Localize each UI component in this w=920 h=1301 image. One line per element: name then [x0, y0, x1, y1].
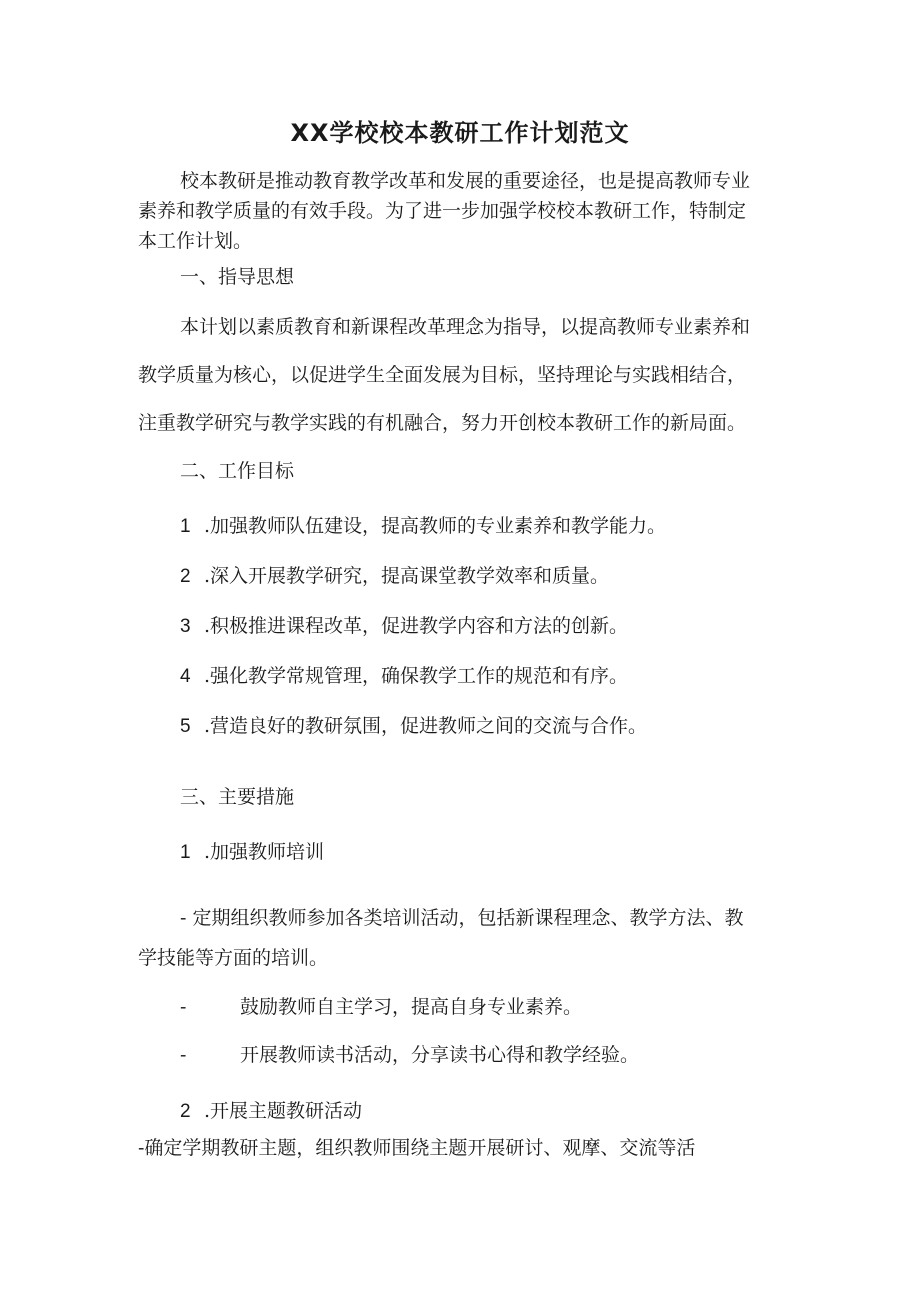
- measure-1-bullet-2-dash: -: [180, 996, 187, 1018]
- measure-2-title-text: .开展主题教研活动: [204, 1100, 363, 1122]
- section-1-line-3: 注重教学研究与教学实践的有机融合，努力开创校本教研工作的新局面。: [138, 412, 747, 434]
- measure-1-bullet-3-dash: -: [180, 1044, 187, 1066]
- goal-item-5-text: .营造良好的教研氛围，促进教师之间的交流与合作。: [204, 715, 648, 737]
- measure-1-bullet-3: [180, 1042, 639, 1068]
- goal-item-4: [180, 663, 628, 690]
- intro-line-2: 素养和教学质量的有效手段。为了进一步加强学校校本教研工作，特制定: [138, 200, 747, 222]
- goal-item-4-number: 4: [180, 666, 191, 687]
- goal-item-4-text: .强化教学常规管理，确保教学工作的规范和有序。: [204, 665, 629, 687]
- measure-2-title: [180, 1098, 362, 1125]
- measure-1-bullet-2: [180, 994, 582, 1020]
- goal-item-3: [180, 613, 628, 640]
- section-3-heading: 三、主要措施: [180, 786, 295, 808]
- goal-item-2-text: .深入开展教学研究，提高课堂教学效率和质量。: [204, 565, 610, 587]
- document-title: XX学校校本教研工作计划范文: [290, 119, 630, 147]
- goal-item-3-number: 3: [180, 616, 191, 637]
- measure-1-number: 1: [180, 842, 191, 863]
- goal-item-1-number: 1: [180, 516, 191, 537]
- measure-1-bullet-2-text: 鼓励教师自主学习，提高自身专业素养。: [240, 996, 583, 1018]
- goal-item-5: [180, 713, 647, 740]
- measure-1-bullet-3-text: 开展教师读书活动，分享读书心得和教学经验。: [240, 1044, 640, 1066]
- goal-item-2-number: 2: [180, 566, 191, 587]
- measure-2-bullet-1-line-1: -确定学期教研主题，组织教师围绕主题开展研讨、观摩、交流等活: [138, 1137, 696, 1159]
- goal-item-1: [180, 513, 666, 540]
- measure-2-number: 2: [180, 1101, 191, 1122]
- measure-1-bullet-1-line-2: 学技能等方面的培训。: [138, 947, 329, 969]
- goal-item-3-text: .积极推进课程改革，促进教学内容和方法的创新。: [204, 615, 629, 637]
- measure-1-title-text: .加强教师培训: [204, 841, 325, 863]
- intro-line-3: 本工作计划。: [138, 230, 253, 252]
- measure-1-title: [180, 839, 324, 866]
- intro-line-1: 校本教研是推动教育教学改革和发展的重要途径，也是提高教师专业: [180, 170, 751, 192]
- goal-item-1-text: .加强教师队伍建设，提高教师的专业素养和教学能力。: [204, 515, 667, 537]
- goal-item-5-number: 5: [180, 716, 191, 737]
- goal-item-2: [180, 563, 609, 590]
- section-1-heading: 一、指导思想: [180, 266, 295, 288]
- measure-1-bullet-1-line-1: - 定期组织教师参加各类培训活动，包括新课程理念、教学方法、教: [180, 907, 744, 929]
- section-1-line-1: 本计划以素质教育和新课程改革理念为指导，以提高教师专业素养和: [180, 316, 751, 338]
- section-1-line-2: 教学质量为核心，以促进学生全面发展为目标，坚持理论与实践相结合，: [138, 364, 747, 386]
- section-2-heading: 二、工作目标: [180, 460, 295, 482]
